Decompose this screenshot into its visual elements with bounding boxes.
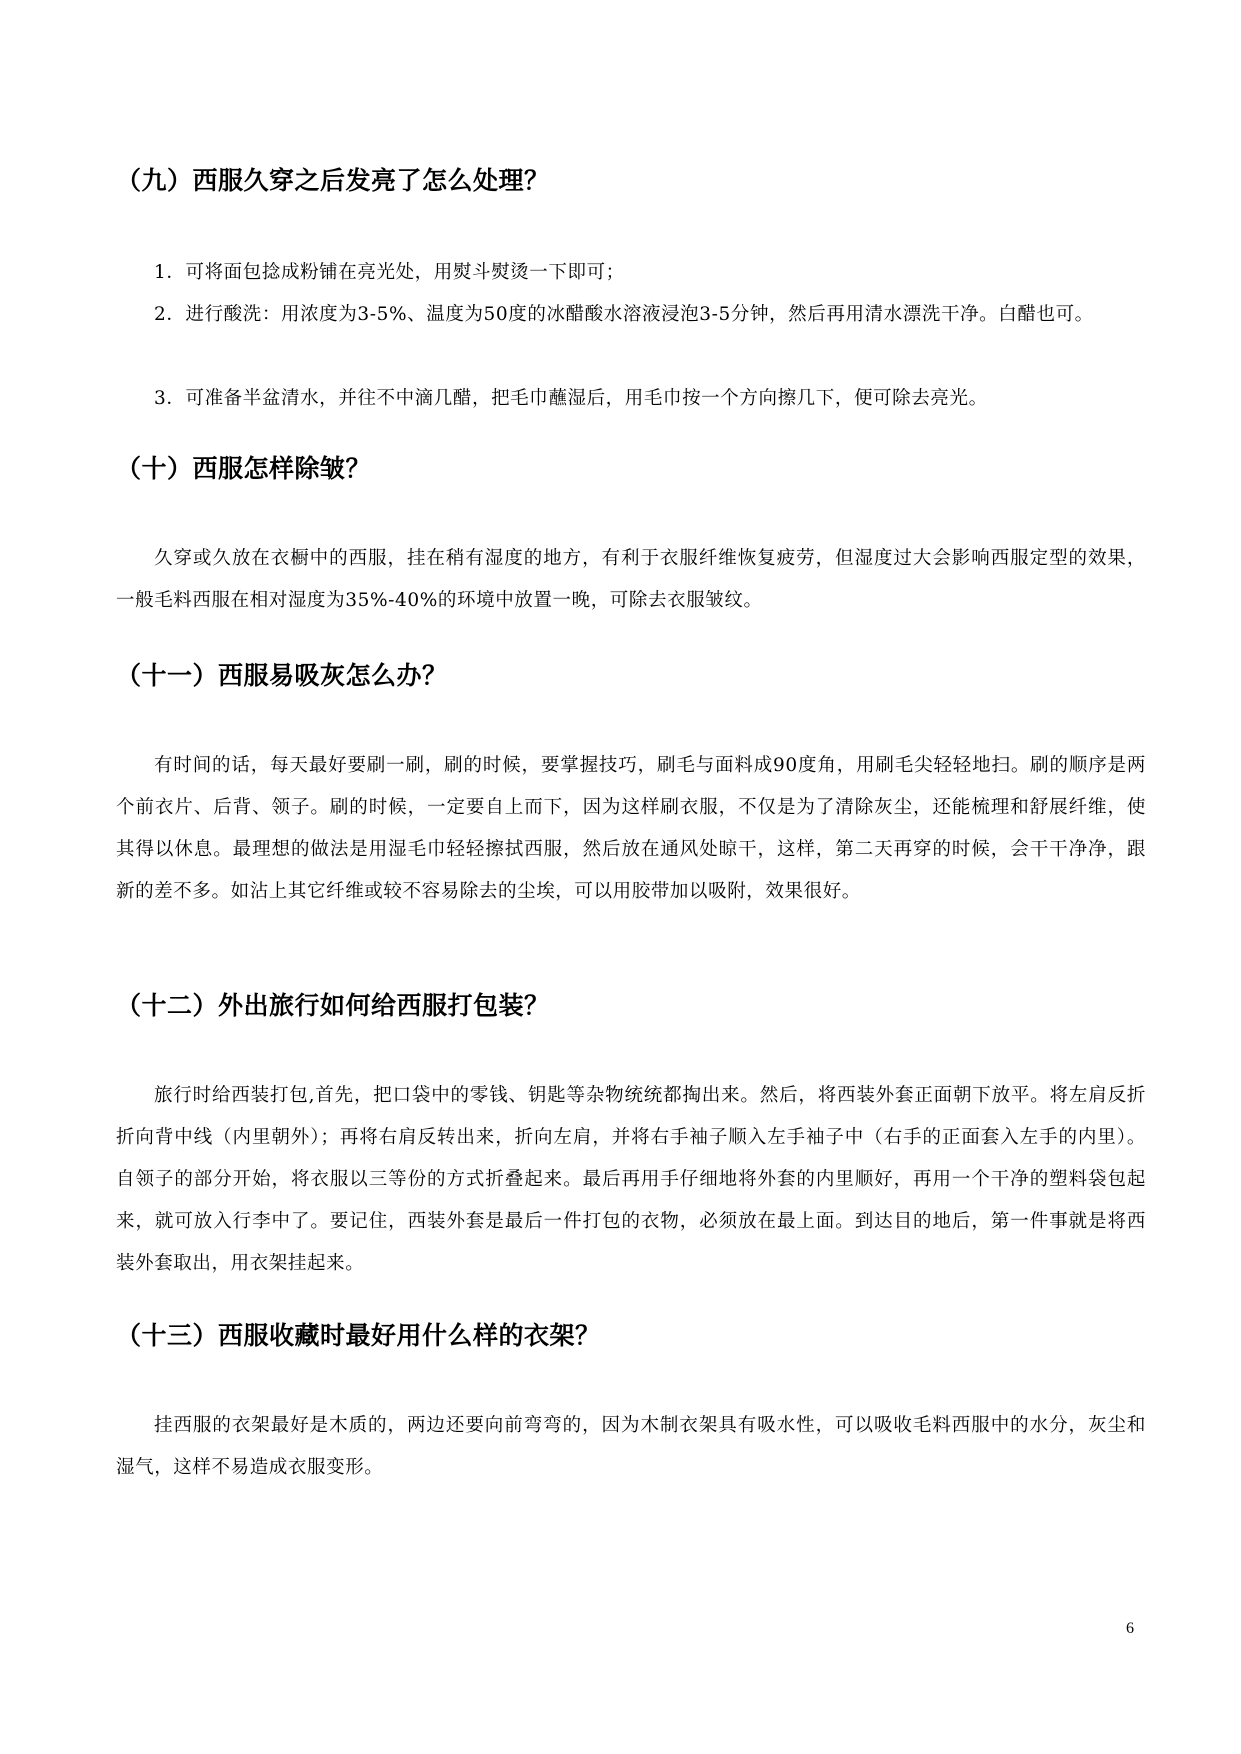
section-heading-13: （十三）西服收藏时最好用什么样的衣架？ (116, 1321, 601, 1350)
paragraph-12-1: 旅行时给西装打包,首先，把口袋中的零钱、钥匙等杂物统统都掏出来。然后，将西装外套正面朝下放平。将左肩反折折向背中线（内里朝外）；再将右肩反转出来，折向左肩，并将右手袖子顺入左手袖子中（右手的正面套入左手的内里）。自领子的部分开始，将衣服以三等份的方式折叠起来。最后再用手仔细地将外套的内里顺好，再用一个干净的塑料袋包起来，就可放入行李中了。要记住，西装外套是最后一件打包的衣物，必须放在最上面。到达目的地后，第一件事就是将西装外套取出，用衣架挂起来。 (116, 1085, 1146, 1274)
paragraph-10-1: 久穿或久放在衣橱中的西服，挂在稍有湿度的地方，有利于衣服纤维恢复疲劳，但湿度过大会影响西服定型的效果，一般毛料西服在相对湿度为35%-40%的环境中放置一晚，可除去衣服皱纹。 (116, 548, 1146, 611)
paragraph-9-1: 1．可将面包捻成粉铺在亮光处，用熨斗熨烫一下即可； (154, 262, 625, 283)
paragraph-9-3: 3．可准备半盆清水，并往不中滴几醋，把毛巾蘸湿后，用毛巾按一个方向擦几下，便可除去亮光。 (154, 388, 988, 409)
paragraph-13-1: 挂西服的衣架最好是木质的，两边还要向前弯弯的，因为木制衣架具有吸水性，可以吸收毛料西服中的水分，灰尘和湿气，这样不易造成衣服变形。 (116, 1415, 1146, 1478)
paragraph-9-2: 2．进行酸洗：用浓度为3-5%、温度为50度的冰醋酸水溶液浸泡3-5分钟，然后再用清水漂洗干净。白醋也可。 (154, 304, 1094, 325)
section-heading-12: （十二）外出旅行如何给西服打包装？ (116, 991, 550, 1020)
section-heading-11: （十一）西服易吸灰怎么办？ (116, 661, 448, 690)
paragraph-11-1: 有时间的话，每天最好要刷一刷，刷的时候，要掌握技巧，刷毛与面料成90度角，用刷毛尖轻轻地扫。刷的顺序是两个前衣片、后背、领子。刷的时候，一定要自上而下，因为这样刷衣服，不仅是为了清除灰尘，还能梳理和舒展纤维，使其得以休息。最理想的做法是用湿毛巾轻轻擦拭西服，然后放在通风处晾干，这样，第二天再穿的时候，会干干净净，跟新的差不多。如沾上其它纤维或较不容易除去的尘埃，可以用胶带加以吸附，效果很好。 (116, 755, 1146, 902)
section-heading-9: （九）西服久穿之后发亮了怎么处理？ (116, 166, 550, 195)
page-number: 6 (1126, 1620, 1134, 1637)
section-heading-10: （十）西服怎样除皱？ (116, 454, 372, 483)
